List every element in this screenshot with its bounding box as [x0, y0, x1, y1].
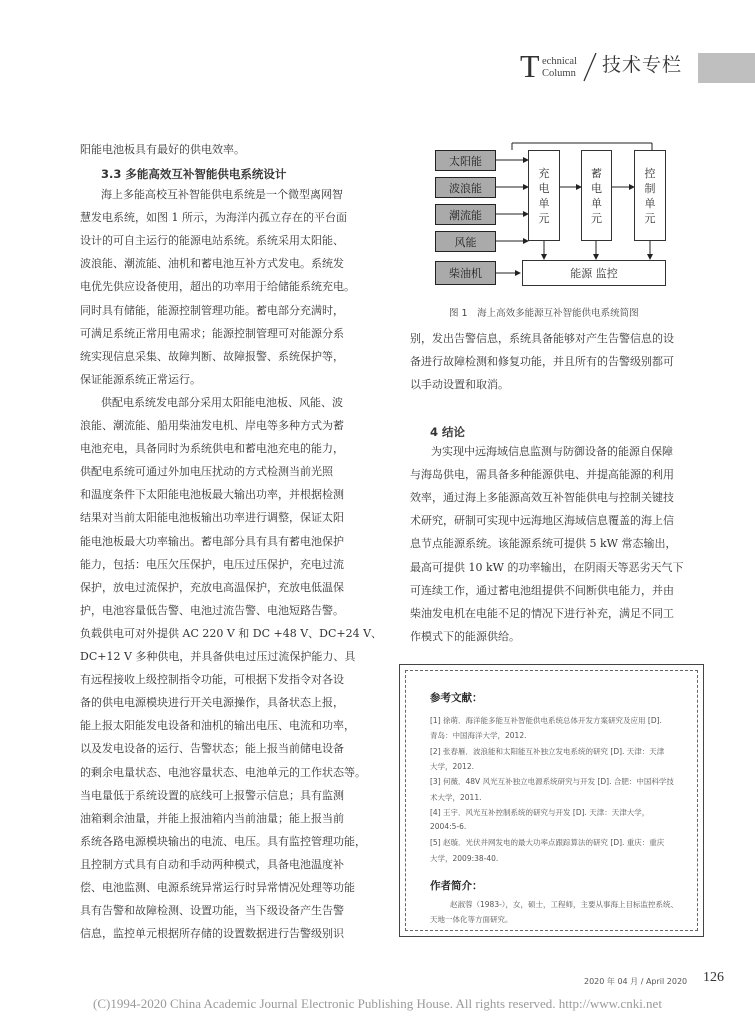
section-heading-4: 4 结论 — [430, 425, 466, 439]
reference-line: [4] 王宇．风光互补控制系统的研究与开发 [D]. 天津：天津大学， — [430, 807, 650, 817]
text-line: 偿、电池监测、电源系统异常运行时异常情况处理等功能 — [80, 881, 355, 894]
text-line: 以及发电设备的运行、告警状态；能上报当前储电设备 — [80, 742, 344, 756]
text-line: 电池充电，具备同时为系统供电和蓄电池充电的能力， — [80, 442, 344, 456]
author-line: 赵淑蓉（1983-），女，硕士，工程师，主要从事海上目标监控系统、 — [450, 900, 679, 909]
text-line: 可连续工作，通过蓄电池组提供不间断供电能力，并由 — [410, 583, 674, 597]
left-top-line: 阳能电池板具有最好的供电效率。 — [80, 143, 245, 156]
text-line: 信息，监控单元根据所存储的设置数据进行告警级别识 — [80, 927, 344, 941]
source-diesel: 柴油机 — [435, 261, 496, 285]
reference-line: 大学，2012. — [430, 761, 474, 771]
text-line: 供配电系统发电部分采用太阳能电池板、风能、波 — [101, 395, 343, 409]
text-line: 慧发电系统，如图 1 所示，为海洋内孤立存在的平台面 — [80, 211, 347, 225]
text-line: 最高可提供 10 kW 的功率输出，在阴雨天等恶劣天气下 — [410, 560, 684, 574]
reference-line: 大学，2009:38-40. — [430, 853, 499, 863]
header-gray-bar — [698, 53, 755, 83]
text-line: 为实现中远海域信息监测与防御设备的能源自保障 — [431, 445, 673, 458]
text-line: 海上多能高校互补智能供电系统是一个微型离网智 — [101, 188, 343, 201]
copyright-watermark: (C)1994-2020 China Academic Journal Electronic Publishing House. All rights reserved. http://www.cnki.net — [93, 996, 662, 1011]
energy-monitor-unit: 能源 监控 — [522, 260, 666, 286]
text-line: 结果对当前太阳能电池板输出功率进行调整，保证太阳 — [80, 511, 344, 525]
text-line: 电优先供应设备使用，超出的功率用于给储能系统充电。 — [80, 280, 355, 294]
reference-line: 术大学，2011. — [430, 792, 482, 802]
text-line: 作模式下的能源供给。 — [410, 629, 520, 643]
text-line: 统实现信息采集、故障判断、故障报警、系统保护等， — [80, 349, 344, 363]
header-slash-icon — [582, 52, 598, 82]
header-initial: T — [520, 48, 540, 84]
text-line: 别，发出告警信息，系统具备能够对产生告警信息的设 — [410, 332, 674, 345]
text-line: 有远程接收上级控制指令功能，可根据下发指令对各设 — [80, 673, 344, 687]
charging-unit: 充 电 单 元 — [528, 150, 560, 241]
text-line: 浪能、潮流能、船用柴油发电机、岸电等多种方式为蓄 — [80, 419, 344, 432]
text-line: 能电池板最大功率输出。蓄电部分具有具有蓄电池保护 — [80, 534, 344, 548]
source-solar: 太阳能 — [435, 150, 496, 171]
text-line: 柴油发电机在电能不足的情况下进行补充，满足不同工 — [410, 606, 674, 620]
text-line: 以手动设置和取消。 — [410, 378, 509, 392]
reference-line: 青岛：中国海洋大学，2012. — [430, 731, 527, 741]
text-line: 设计的可自主运行的能源电站系统。系统采用太阳能、 — [80, 234, 344, 248]
text-line: 能力，包括：电压欠压保护，电压过压保护，充电过流 — [80, 557, 344, 571]
text-line: 的剩余电量状态、电池容量状态、电池单元的工作状态等。 — [80, 765, 366, 779]
text-line: DC+12 V 多种供电，并具备供电过压过流保护能力、具 — [80, 650, 356, 663]
header-word-technical: echnical — [542, 56, 577, 67]
text-line: 供配电系统可通过外加电压扰动的方式检测当前光照 — [80, 465, 333, 479]
figure-caption: 图 1 海上高效多能源互补智能供电系统简图 — [449, 308, 639, 319]
reference-line: [1] 徐萌．海洋能多能互补智能供电系统总体开发方案研究及应用 [D]. — [430, 716, 662, 725]
text-line: 负载供电可对外提供 AC 220 V 和 DC +48 V、DC+24 V、 — [80, 626, 383, 640]
text-line: 息节点能源系统。该能源系统可提供 5 kW 常态输出， — [410, 537, 677, 551]
text-line: 和温度条件下太阳能电池板最大输出功率，并根据检测 — [80, 488, 344, 502]
source-wind: 风能 — [435, 231, 496, 252]
reference-line: [5] 赵璇．光伏并网发电的最大功率点跟踪算法的研究 [D]. 重庆：重庆 — [430, 838, 665, 848]
page-number: 126 — [703, 970, 724, 985]
text-line: 具有告警和故障检测、设置功能，当下级设备产生告警 — [80, 904, 344, 918]
source-tidal: 潮流能 — [435, 204, 496, 225]
text-line: 系统各路电源模块输出的电流、电压。具有监控管理功能， — [80, 834, 366, 848]
text-line: 当电量低于系统设置的底线可上报警示信息；具有监测 — [80, 788, 344, 802]
author-title: 作者简介： — [430, 880, 483, 892]
author-line: 天地一体化等方面研究。 — [430, 915, 513, 925]
text-line: 备进行故障检测和修复功能，并且所有的告警级别都可 — [410, 355, 674, 369]
text-line: 油箱剩余油量，并能上报油箱内当前油量；能上报当前 — [80, 811, 344, 825]
storage-unit: 蓄 电 单 元 — [581, 150, 612, 241]
section-title: 技术专栏 — [602, 54, 683, 76]
reference-line: [3] 何薇．48V 风光互补独立电源系统研究与开发 [D]. 合肥：中国科学技 — [430, 777, 674, 787]
text-line: 效率，通过海上多能源高效互补智能供电与控制关键技 — [410, 491, 674, 505]
control-unit: 控 制 单 元 — [634, 150, 666, 241]
text-line: 且控制方式具有自动和手动两种模式，具备电池温度补 — [80, 857, 344, 871]
section-heading-3-3: 3.3 多能高效互补智能供电系统设计 — [101, 167, 287, 181]
text-line: 术研究，研制可实现中远海地区海域信息覆盖的海上信 — [410, 514, 674, 528]
text-line: 护，电池容量低告警、电池过流告警、电池短路告警。 — [80, 603, 344, 617]
issue-date: 2020 年 04 月 / April 2020 — [584, 977, 688, 986]
text-line: 保护，放电过流保护，充放电高温保护，充放电低温保 — [80, 580, 344, 594]
reference-line: 2004:5-6. — [430, 822, 467, 832]
text-line: 波浪能、潮流能、油机和蓄电池互补方式发电。系统发 — [80, 257, 344, 271]
source-wave: 波浪能 — [435, 177, 496, 198]
text-line: 能上报太阳能发电设备和油机的输出电压、电流和功率， — [80, 719, 355, 733]
text-line: 备的供电电源模块进行开关电源操作，具备状态上报， — [80, 696, 344, 710]
reference-line: [2] 张春雁．波浪能和太阳能互补独立发电系统的研究 [D]. 天津：天津 — [430, 746, 665, 756]
text-line: 同时具有储能，能源控制管理功能。蓄电部分充满时， — [80, 303, 344, 317]
text-line: 与海岛供电，需具备多种能源供电、并提高能源的利用 — [410, 468, 674, 482]
header-word-column: Column — [542, 68, 576, 79]
text-line: 可满足系统正常用电需求；能源控制管理可对能源分系 — [80, 326, 344, 340]
text-line: 保证能源系统正常运行。 — [80, 372, 201, 386]
references-title: 参考文献： — [430, 692, 483, 704]
